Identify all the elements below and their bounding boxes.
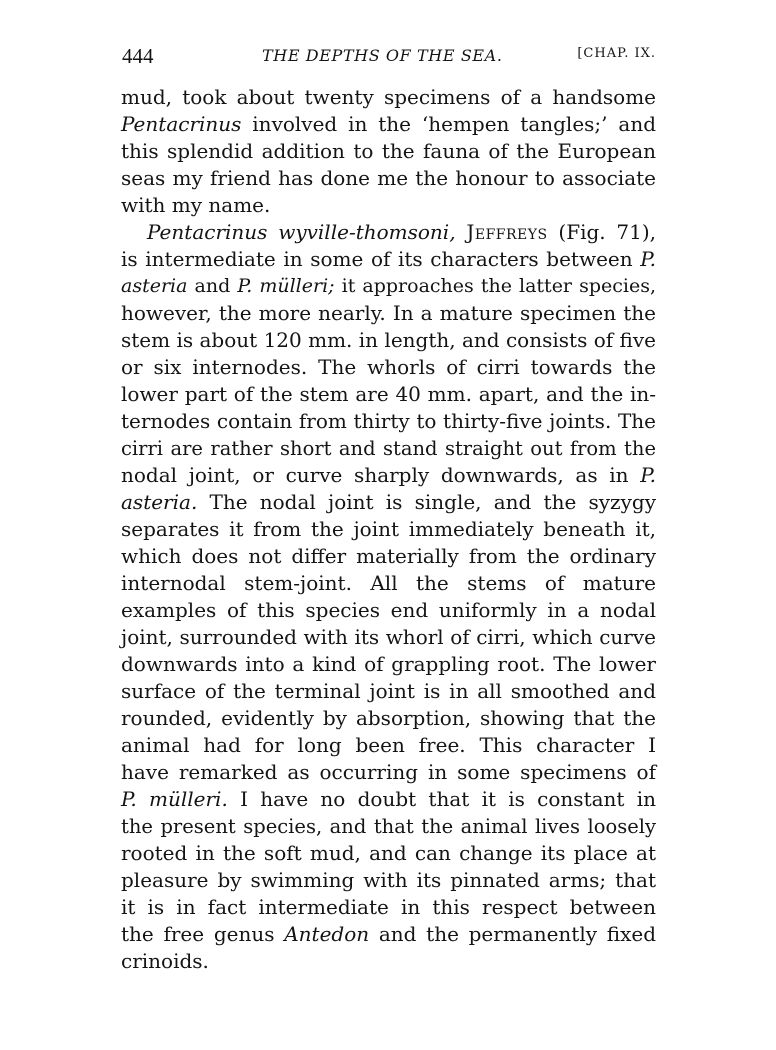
- italic-text: P.: [640, 463, 656, 487]
- body-text: [121, 84, 656, 975]
- text-line: [121, 300, 656, 327]
- text-run: and: [187, 275, 238, 297]
- text-run: nodal joint, or curve sharply downwards, as in: [121, 463, 641, 487]
- italic-text: P.: [640, 247, 656, 271]
- running-head: [122, 44, 656, 72]
- text-line: [121, 84, 656, 111]
- text-line: [121, 381, 656, 408]
- italic-text: asteria.: [121, 490, 198, 514]
- text-run: pleasure by swimming with its pinnated arms; that: [121, 868, 656, 892]
- running-title: THE DEPTHS OF THE SEA.: [262, 46, 503, 65]
- text-line: [121, 219, 656, 246]
- text-run: stem is about 120 mm. in length, and consists of five: [121, 328, 656, 352]
- text-run: I have no doubt that it is constant in: [227, 787, 656, 811]
- text-run: lower part of the stem are 40 mm. apart, and the in-: [121, 382, 656, 406]
- text-line: [121, 894, 656, 921]
- text-line: [121, 948, 656, 975]
- text-line: [121, 597, 656, 624]
- italic-text: Pentacrinus: [121, 112, 242, 136]
- text-run: the present species, and that the animal lives loosely: [121, 815, 656, 838]
- small-caps-text: Jeffreys: [466, 220, 548, 244]
- text-line: [121, 516, 656, 543]
- chapter-reference: [CHAP. IX.: [577, 46, 656, 61]
- text-run: involved in the ‘hempen tangles;’ and: [241, 112, 656, 136]
- text-line: [121, 246, 656, 273]
- text-line: [121, 921, 656, 948]
- text-run: mud, took about twenty specimens of a handsome: [121, 85, 656, 109]
- text-run: have remarked as occurring in some specimens of: [121, 760, 656, 784]
- text-line: [121, 435, 656, 462]
- text-line: [121, 543, 656, 570]
- text-run: which does not differ materially from the ordinary: [121, 544, 656, 568]
- text-line: [121, 273, 656, 300]
- text-run: rooted in the soft mud, and can change its place at: [121, 841, 656, 865]
- text-line: [121, 651, 656, 678]
- text-run: rounded, evidently by absorption, showing that the: [121, 706, 656, 730]
- text-line: [121, 327, 656, 354]
- text-line: [121, 759, 656, 786]
- text-run: separates it from the joint immediately beneath it,: [121, 517, 656, 541]
- text-run: cirri are rather short and stand straight out from the: [121, 437, 656, 460]
- text-run: the free genus: [121, 922, 285, 946]
- text-run: and the permanently fixed: [369, 922, 657, 946]
- italic-text: asteria: [121, 275, 188, 297]
- text-run: joint, surrounded with its whorl of cirri, which curve: [121, 625, 656, 649]
- text-line: [121, 813, 656, 840]
- text-line: [121, 867, 656, 894]
- text-line: [121, 462, 656, 489]
- text-line: [121, 705, 656, 732]
- text-line: [121, 840, 656, 867]
- text-line: [121, 678, 656, 705]
- text-run: crinoids.: [121, 949, 209, 973]
- text-run: it is in fact intermediate in this respect between: [121, 895, 656, 919]
- text-line: [121, 111, 656, 138]
- text-line: [121, 489, 656, 516]
- italic-text: Pentacrinus wyville-thomsoni,: [147, 220, 456, 244]
- text-run: (Fig. 71),: [547, 220, 657, 244]
- italic-text: P. mülleri.: [121, 787, 228, 811]
- text-run: examples of this species end uniformly in a nodal: [121, 598, 656, 622]
- text-run: animal had for long been free. This character I: [121, 733, 656, 757]
- text-run: is intermediate in some of its characters between: [121, 247, 641, 271]
- text-line: [121, 354, 656, 381]
- text-line: [121, 624, 656, 651]
- text-run: [456, 220, 467, 244]
- text-run: however, the more nearly. In a mature specimen the: [121, 301, 656, 325]
- page-number: 444: [122, 44, 154, 68]
- italic-text: Antedon: [284, 922, 370, 946]
- text-run: or six internodes. The whorls of cirri towards the: [121, 355, 656, 379]
- text-run: it approaches the latter species,: [334, 275, 656, 297]
- text-run: with my name.: [121, 193, 271, 217]
- text-line: [121, 732, 656, 759]
- italic-text: P. mülleri;: [237, 275, 335, 297]
- text-line: [121, 138, 656, 165]
- text-line: [121, 786, 656, 813]
- text-line: [121, 165, 656, 192]
- text-run: The nodal joint is single, and the syzygy: [197, 490, 656, 514]
- text-run: seas my friend has done me the honour to associate: [121, 166, 656, 190]
- text-line: [121, 408, 656, 435]
- text-run: this splendid addition to the fauna of the European: [121, 139, 656, 163]
- text-line: [121, 570, 656, 597]
- text-run: ternodes contain from thirty to thirty-five joints. The: [121, 409, 656, 433]
- text-line: [121, 192, 656, 219]
- text-run: surface of the terminal joint is in all smoothed and: [121, 679, 656, 703]
- text-run: internodal stem-joint. All the stems of mature: [121, 571, 656, 595]
- text-run: downwards into a kind of grappling root. The lower: [121, 652, 656, 676]
